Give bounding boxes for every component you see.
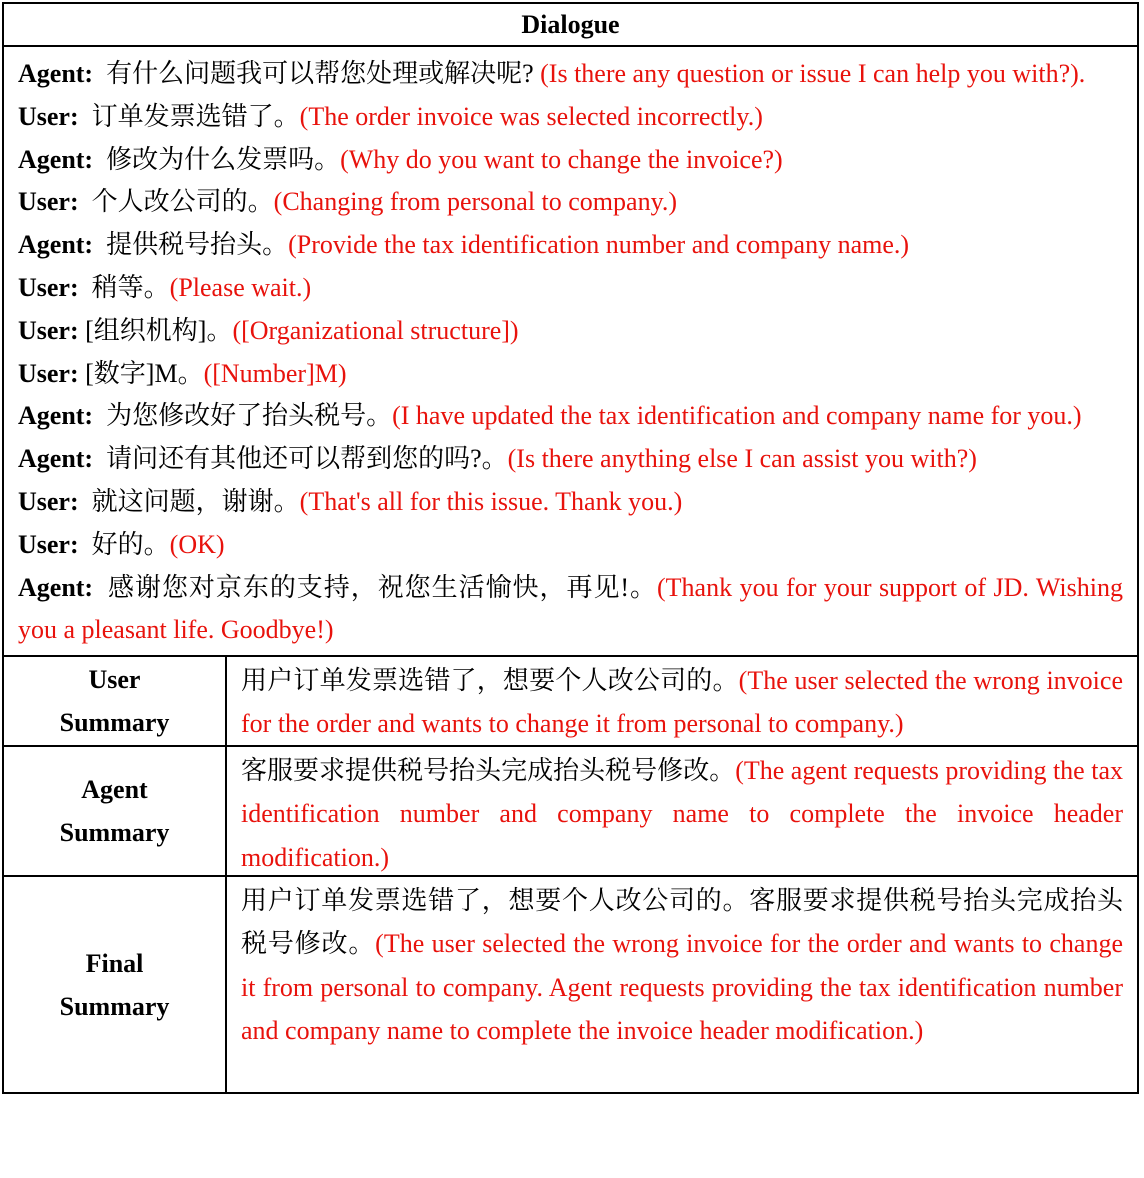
utterance-chinese: 请问还有其他还可以帮到您的吗?。	[106, 444, 508, 474]
utterance-chinese: 就这问题，谢谢。	[91, 486, 300, 516]
summary-translation: (The agent requests providing the tax identification number and company name to complete the invoice header modification.)	[241, 756, 1123, 872]
summary-label-line: User	[88, 665, 141, 695]
summary-label	[4, 747, 227, 875]
utterance-translation: (Is there any question or issue I can help you with?).	[540, 59, 1086, 88]
speaker-label: User:	[18, 187, 79, 217]
summary-translation: (The user selected the wrong invoice for the order and wants to change it from personal to company.)	[241, 666, 1123, 739]
utterance-translation: (Why do you want to change the invoice?)	[340, 144, 783, 174]
dialogue-turn	[18, 310, 1123, 353]
utterance-translation: ([Number]M)	[203, 358, 347, 388]
header-title: Dialogue	[521, 10, 620, 39]
summary-chinese: 用户订单发票选错了，想要个人改公司的。客服要求提供税号抬头完成抬头税号修改。	[241, 886, 1123, 959]
dialogue-turn	[18, 438, 1123, 481]
dialogue-turn	[18, 181, 1123, 224]
utterance-chinese: 提供税号抬头。	[106, 230, 289, 260]
speaker-label: User:	[18, 358, 79, 388]
speaker-label: User:	[18, 101, 79, 131]
utterance-translation: (Is there anything else I can assist you with?)	[507, 444, 977, 474]
utterance-chinese: 稍等。	[91, 272, 170, 302]
summary-label-line: Agent	[81, 775, 148, 805]
utterance-translation: (Please wait.)	[169, 272, 312, 302]
utterance-translation: (Provide the tax identification number and company name.)	[288, 230, 910, 260]
utterance-translation: ([Organizational structure])	[232, 315, 519, 345]
speaker-label: User:	[18, 272, 79, 302]
utterance-chinese: 订单发票选错了。	[91, 101, 300, 131]
utterance-translation: (That's all for this issue. Thank you.)	[299, 486, 683, 516]
summary-translation: (The user selected the wrong invoice for the order and wants to change it from personal to company. Agent requests providing the tax identification number and company name to complete the invoice header modification.)	[241, 929, 1123, 1046]
summary-content	[227, 747, 1137, 875]
utterance-chinese: 个人改公司的。	[91, 187, 274, 217]
summary-label-line: Final	[85, 948, 144, 978]
utterance-translation: (I have updated the tax identification and company name for you.)	[392, 401, 1082, 431]
dialogue-turn	[18, 224, 1123, 267]
final-summary-row	[4, 877, 1137, 1092]
dialogue-turn	[18, 96, 1123, 139]
dialogue-turn	[18, 524, 1123, 567]
utterance-translation: (OK)	[169, 529, 225, 559]
utterance-chinese: 修改为什么发票吗。	[106, 144, 341, 174]
dialogue-turn	[18, 267, 1123, 310]
speaker-label: User:	[18, 486, 79, 516]
speaker-label: User:	[18, 529, 79, 559]
utterance-translation: (The order invoice was selected incorrectly.)	[299, 101, 763, 131]
utterance-chinese: 感谢您对京东的支持，祝您生活愉快，再见!。	[108, 572, 658, 602]
speaker-label: Agent:	[18, 401, 94, 431]
utterance-chinese: [数字]M。	[85, 358, 204, 388]
speaker-label: Agent:	[18, 59, 94, 88]
utterance-translation: (Thank you for your support of JD. Wishing you a pleasant life. Goodbye!)	[18, 572, 1123, 645]
dialogue-turn	[18, 395, 1123, 438]
speaker-label: Agent:	[18, 572, 94, 602]
dialogue-turn	[18, 53, 1123, 96]
summary-label-line: Summary	[59, 991, 170, 1021]
dialogue-turn	[18, 139, 1123, 182]
summary-label	[4, 657, 227, 745]
summary-content	[227, 657, 1137, 745]
dialogue-section	[4, 47, 1137, 657]
summary-chinese: 用户订单发票选错了，想要个人改公司的。	[241, 666, 739, 696]
summary-label-line: Summary	[59, 818, 170, 848]
dialogue-turn	[18, 567, 1123, 653]
summary-chinese: 客服要求提供税号抬头完成抬头税号修改。	[241, 756, 736, 786]
summary-label-line: Summary	[59, 708, 170, 738]
table-header	[4, 4, 1137, 47]
dialogue-turn	[18, 481, 1123, 524]
dialogue-turn	[18, 353, 1123, 396]
utterance-chinese: [组织机构]。	[85, 315, 233, 345]
speaker-label: Agent:	[18, 144, 94, 174]
dialogue-summary-table	[2, 2, 1139, 1094]
summary-label	[4, 877, 227, 1092]
speaker-label: User:	[18, 315, 79, 345]
utterance-translation: (Changing from personal to company.)	[273, 187, 678, 217]
speaker-label: Agent:	[18, 230, 94, 260]
speaker-label: Agent:	[18, 444, 94, 474]
utterance-chinese: 有什么问题我可以帮您处理或解决呢?	[106, 59, 534, 88]
user-summary-row	[4, 657, 1137, 747]
agent-summary-row	[4, 747, 1137, 877]
summary-content	[227, 877, 1137, 1092]
utterance-chinese: 好的。	[91, 529, 170, 559]
utterance-chinese: 为您修改好了抬头税号。	[106, 401, 393, 431]
